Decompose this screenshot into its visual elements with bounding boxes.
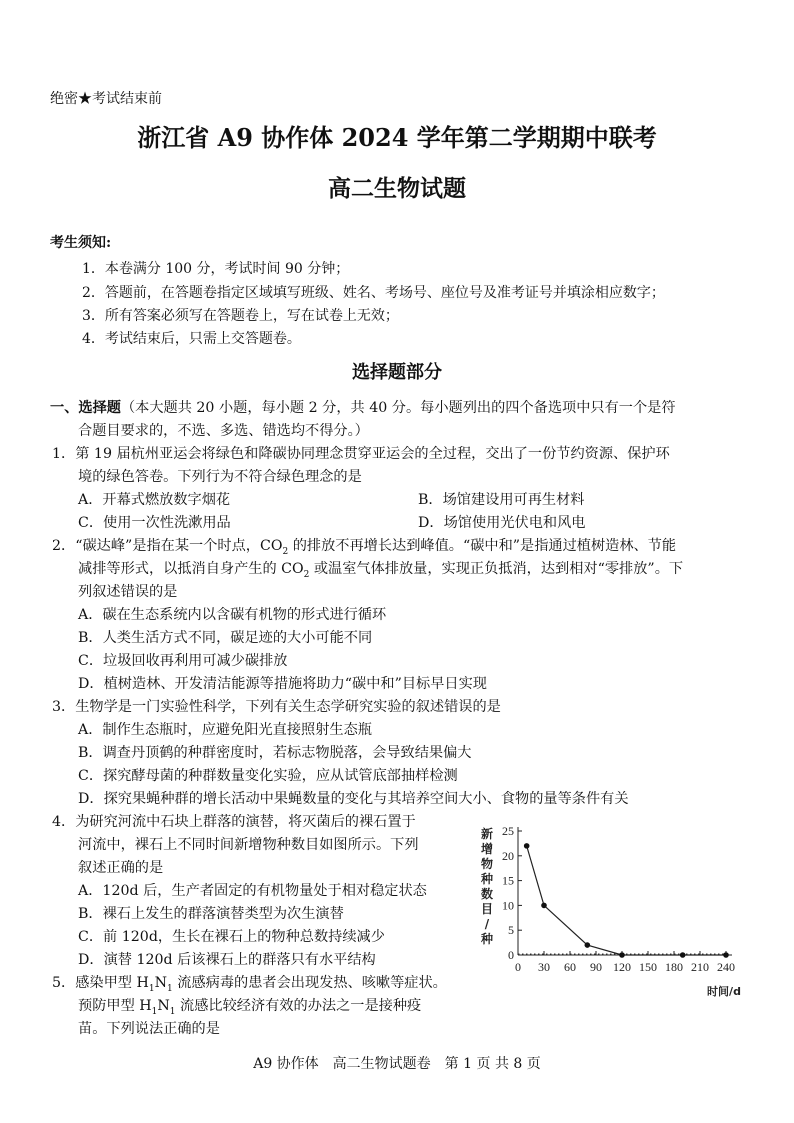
exam-subtitle: 高二生物试题: [328, 175, 466, 202]
y-axis-label-char: 种: [480, 932, 494, 946]
q1-stem-cont: 境的绿色答卷。下列行为不符合绿色理念的是: [78, 469, 362, 485]
q4-option-b: B．裸石上发生的群落演替类型为次生演替: [78, 906, 344, 922]
part-desc-cont: 合题目要求的，不选、多选、错选均不得分。）: [78, 423, 369, 439]
q1-option-b: B．场馆建设用可再生材料: [418, 492, 585, 508]
x-tick-label: 90: [590, 960, 602, 974]
y-axis-label-char: 物: [480, 857, 494, 871]
y-axis-label-char: /: [484, 917, 490, 931]
notice-item: 3．所有答案必须写在答题卷上，写在试卷上无效；: [82, 308, 399, 324]
y-tick-label: 0: [508, 948, 514, 962]
q5-stem-end: 苗。下列说法正确的是: [78, 1021, 220, 1037]
q1-option-d: D．场馆使用光伏电和风电: [418, 515, 586, 531]
exam-title: 浙江省 A9 协作体 2024 学年第二学期期中联考: [137, 123, 657, 152]
y-tick-label: 20: [502, 848, 514, 863]
q4-stem-end: 叙述正确的是: [78, 860, 164, 876]
q2-stem-cont: 减排等形式，以抵消自身产生的 $CO_2$ 或温室气体排放量，实现正负抵消，达到相对“零排放”。下: [78, 561, 684, 580]
q1-option-a: A．开幕式燃放数字烟花: [78, 492, 231, 508]
notice-item: 2．答题前，在答题卷指定区域填写班级、姓名、考场号、座位号及准考证号并填涂相应数字；: [82, 285, 665, 301]
q4-stem: 4．为研究河流中石块上群落的演替，将灭菌后的裸石置于: [52, 814, 416, 830]
x-tick-label: 0: [515, 960, 521, 974]
y-axis-label-char: 新: [480, 827, 494, 841]
q3-option-c: C．探究酵母菌的种群数量变化实验，应从试管底部抽样检测: [78, 768, 458, 784]
part-desc: （本大题共 20 小题，每小题 2 分，共 40 分。每小题列出的四个备选项中只有一个是符: [120, 400, 676, 416]
y-tick-label: 10: [502, 898, 514, 913]
y-axis-label-char: 数: [480, 887, 494, 901]
data-point: [723, 952, 729, 958]
data-point: [585, 942, 591, 948]
notice-item: 4．考试结束后，只需上交答题卷。: [82, 331, 301, 347]
q5-stem: 5．感染甲型 $H_1N_1$ 流感病毒的患者会出现发热、咳嗽等症状。: [52, 975, 447, 994]
q2-option-c: C．垃圾回收再利用可减少碳排放: [78, 653, 288, 669]
q2-stem: 2．“碳达峰”是指在某一个时点，$CO_2$ 的排放不再增长达到峰值。“碳中和”是指通过植树造林、节能: [52, 538, 677, 557]
species-chart: [478, 820, 748, 1010]
series-line: [527, 846, 726, 955]
q2-option-a: A．碳在生态系统内以含碳有机物的形式进行循环: [78, 607, 387, 623]
page-footer: A9 协作体 高二生物试题卷 第 1 页 共 8 页: [253, 1056, 541, 1072]
q4-option-a: A．120d 后，生产者固定的有机物量处于相对稳定状态: [78, 883, 427, 899]
q4-option-d: D．演替 120d 后该裸石上的群落只有水平结构: [78, 952, 376, 968]
q3-option-a: A．制作生态瓶时，应避免阳光直接照射生态瓶: [78, 722, 372, 738]
y-tick-label: 25: [502, 824, 514, 838]
q2-option-d: D．植树造林、开发清洁能源等措施将助力“碳中和”目标早日实现: [78, 676, 487, 692]
x-tick-label: 120: [613, 960, 631, 974]
q1-stem: 1．第 19 届杭州亚运会将绿色和降碳协同理念贯穿亚运会的全过程，交出了一份节约资源、保护环: [52, 446, 670, 462]
q3-option-d: D．探究果蝇种群的增长活动中果蝇数量的变化与其培养空间大小、食物的量等条件有关: [78, 791, 629, 807]
notice-title: 考生须知:: [50, 235, 112, 251]
q4-option-c: C．前 120d，生长在裸石上的物种总数持续减少: [78, 929, 385, 945]
data-point: [524, 843, 530, 849]
q2-stem-end: 列叙述错误的是: [78, 584, 178, 600]
x-tick-label: 150: [639, 960, 657, 974]
q3-stem: 3．生物学是一门实验性科学，下列有关生态学研究实验的叙述错误的是: [52, 699, 501, 715]
x-tick-label: 30: [538, 960, 550, 974]
data-point: [541, 903, 547, 909]
q4-stem-cont: 河流中，裸石上不同时间新增物种数目如图所示。下列: [78, 837, 419, 853]
q2-option-b: B．人类生活方式不同，碳足迹的大小可能不同: [78, 630, 373, 646]
q1-option-c: C．使用一次性洗漱用品: [78, 515, 231, 531]
part-label: 一、选择题: [50, 400, 121, 416]
y-tick-label: 15: [502, 873, 514, 888]
section-title: 选择题部分: [352, 362, 442, 383]
x-tick-label: 210: [691, 960, 709, 974]
data-point: [680, 952, 686, 958]
y-axis-label-char: 目: [480, 902, 494, 916]
data-point: [619, 952, 625, 958]
secret-label: 绝密★考试结束前: [50, 91, 162, 107]
x-tick-label: 180: [665, 960, 683, 974]
y-tick-label: 5: [508, 923, 514, 938]
q3-option-b: B．调查丹顶鹤的种群密度时，若标志物脱落，会导致结果偏大: [78, 745, 472, 761]
x-axis-label: 时间/d: [707, 985, 741, 998]
x-tick-label: 60: [564, 960, 576, 974]
q5-stem-cont: 预防甲型 $H_1N_1$ 流感比较经济有效的办法之一是接种疫: [78, 998, 422, 1017]
x-tick-label: 240: [717, 960, 735, 974]
part-heading: [50, 397, 676, 417]
notice-item: 1．本卷满分 100 分，考试时间 90 分钟；: [82, 261, 350, 277]
y-axis-label-char: 种: [480, 872, 494, 886]
y-axis-label-char: 增: [480, 842, 494, 856]
